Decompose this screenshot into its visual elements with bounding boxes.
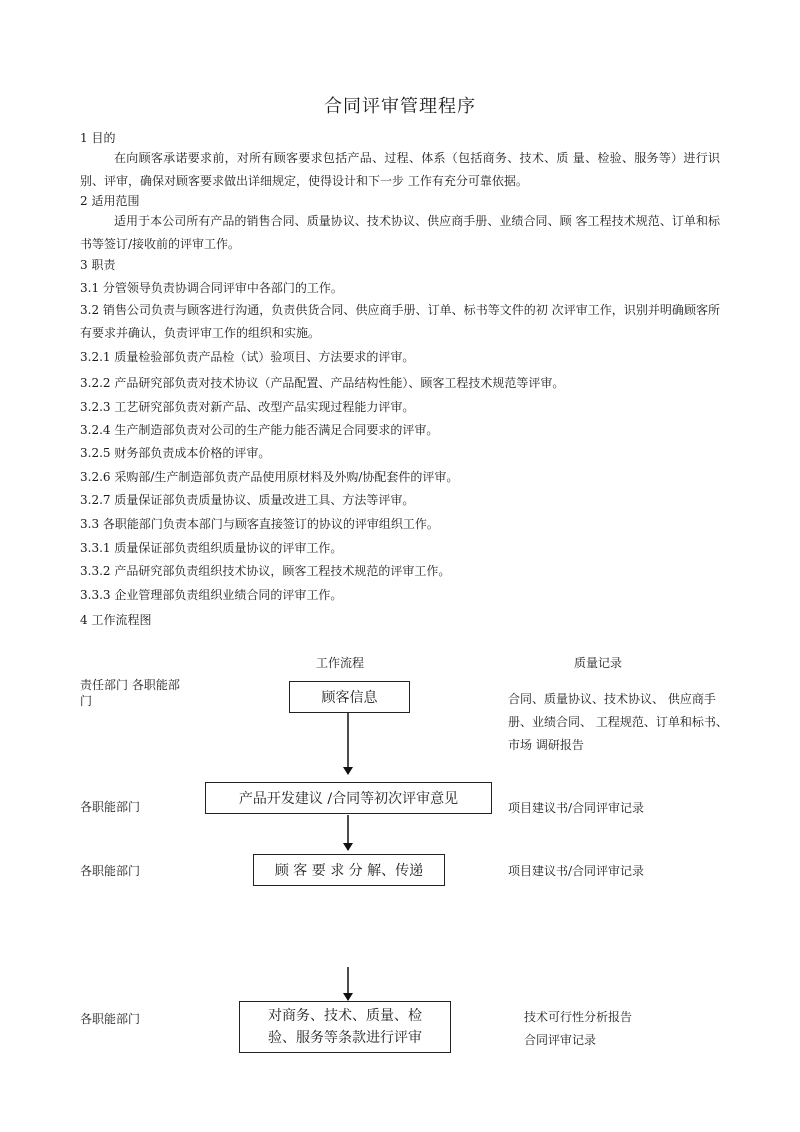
clause-3-2-4: 3.2.4 生产制造部负责对公司的生产能力能否满足合同要求的评审。: [80, 423, 439, 437]
flow-step-4-dept: 各职能部门: [80, 1012, 141, 1026]
clause-3-3: 3.3 各职能部门负责本部门与顾客直接签订的协议的评审组织工作。: [80, 517, 439, 531]
flow-step-3-box: 顾 客 要 求 分 解、传递: [253, 854, 445, 886]
section-1-heading: 1 目的: [80, 131, 116, 145]
clause-3-2-5: 3.2.5 财务部负责成本价格的评审。: [80, 446, 271, 460]
flow-column-process: 工作流程: [316, 656, 365, 670]
flow-step-4-record: 技术可行性分析报告 合同评审记录: [524, 1010, 633, 1047]
flow-step-2-box: 产品开发建议 /合同等初次评审意见: [205, 782, 492, 814]
clause-3-3-2: 3.3.2 产品研究部负责组织技术协议，顾客工程技术规范的评审工作。: [80, 564, 451, 578]
flow-step-1-record: 合同、质量协议、技术协议、 供应商手册、业绩合同、 工程规范、订单和标书、市场 调研报告: [508, 692, 728, 752]
section-2-body: 适用于本公司所有产品的销售合同、质量协议、技术协议、供应商手册、业绩合同、顾 客工程技术规范、订单和标书等签订/接收前的评审工作。: [80, 214, 720, 251]
flow-step-3-record: 项目建议书/合同评审记录: [508, 864, 645, 878]
section-1-body: 在向顾客承诺要求前，对所有顾客要求包括产品、过程、体系（包括商务、技术、质 量、检验、服务等）进行识别、评审，确保对顾客要求做出详细规定，使得设计和下一步 工作有充分可靠依据。: [80, 151, 720, 188]
clause-3-2-2: 3.2.2 产品研究部负责对技术协议（产品配置、产品结构性能）、顾客工程技术规范等评审。: [80, 376, 565, 390]
section-4-heading: 4 工作流程图: [80, 613, 152, 627]
flow-step-1-dept: 责任部门 各职能部 门: [80, 678, 180, 708]
flow-step-4-box: 对商务、技术、质量、检 验、服务等条款进行评审: [239, 1001, 451, 1053]
document-title: 合同评审管理程序: [324, 96, 476, 117]
flow-step-2-dept: 各职能部门: [80, 800, 141, 814]
clause-3-3-1: 3.3.1 质量保证部负责组织质量协议的评审工作。: [80, 541, 343, 555]
clause-3-2-6: 3.2.6 采购部/生产制造部负责产品使用原材料及外购/协配套件的评审。: [80, 470, 459, 484]
flow-column-records: 质量记录: [574, 656, 623, 670]
clause-3-2-3: 3.2.3 工艺研究部负责对新产品、改型产品实现过程能力评审。: [80, 400, 415, 414]
clause-3-2: 3.2 销售公司负责与顾客进行沟通，负责供货合同、供应商手册、订单、标书等文件的初 次评审工作，识别并明确顾客所有要求并确认，负责评审工作的组织和实施。: [80, 303, 720, 340]
clause-3-2-7: 3.2.7 质量保证部负责质量协议、质量改进工具、方法等评审。: [80, 493, 415, 507]
clause-3-2-1: 3.2.1 质量检验部负责产品检（试）验项目、方法要求的评审。: [80, 350, 415, 364]
section-3-heading: 3 职责: [80, 258, 116, 272]
flow-step-3-dept: 各职能部门: [80, 864, 141, 878]
section-2-heading: 2 适用范围: [80, 194, 140, 208]
clause-3-1: 3.1 分管领导负责协调合同评审中各部门的工作。: [80, 281, 343, 295]
flow-step-1-box: 顾客信息: [289, 681, 410, 713]
flow-step-2-record: 项目建议书/合同评审记录: [508, 801, 645, 815]
clause-3-3-3: 3.3.3 企业管理部负责组织业绩合同的评审工作。: [80, 588, 343, 602]
